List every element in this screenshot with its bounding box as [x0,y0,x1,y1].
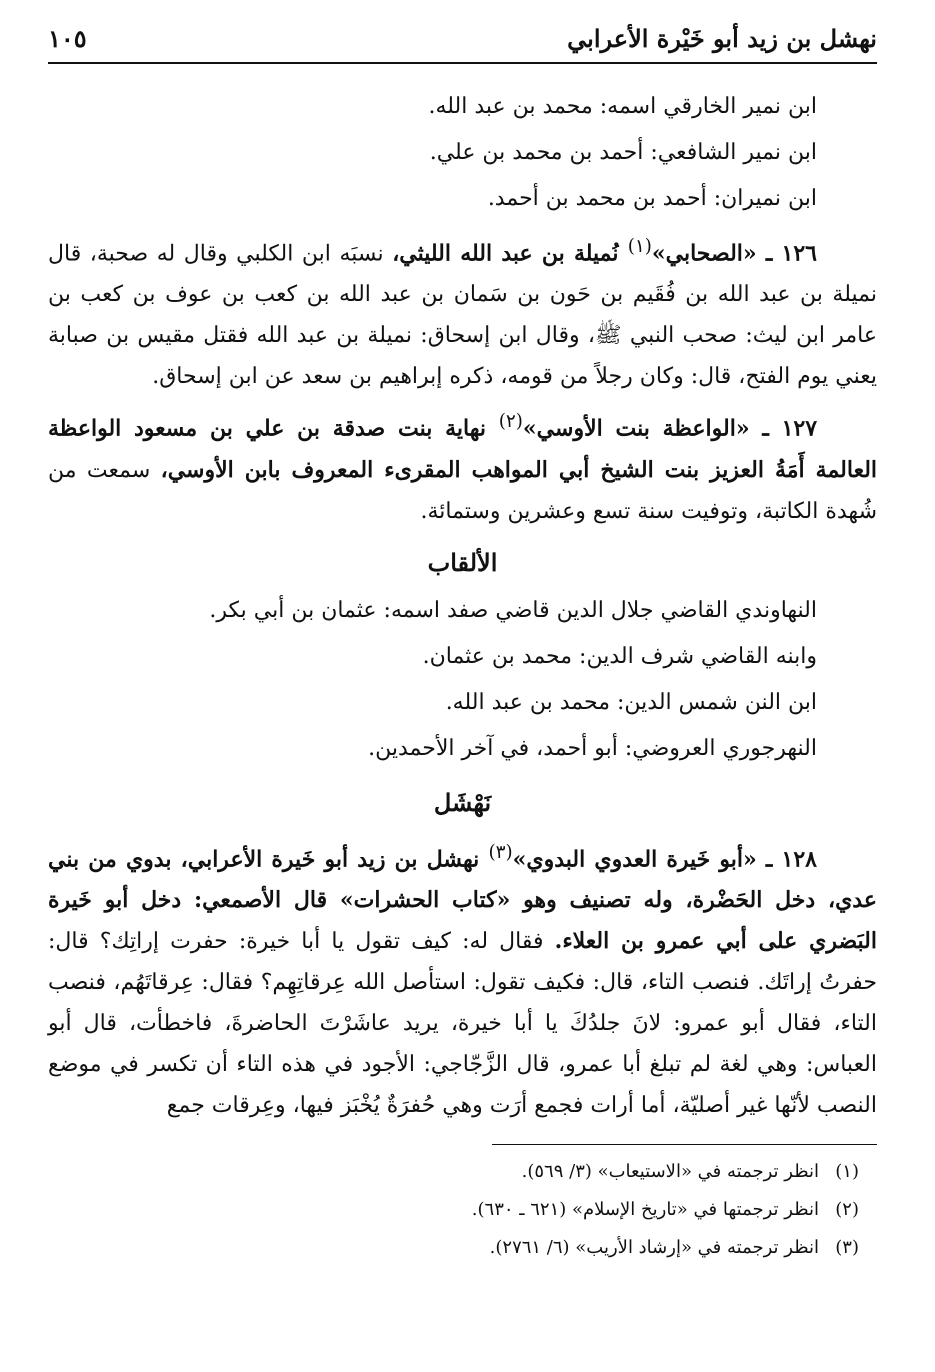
footnote [48,1229,877,1267]
entry-heading: ١٢٧ ـ «الواعظة بنت الأوسي» [522,415,818,442]
footnote-number: (٢) [835,1198,859,1220]
footnote-ref: (٢) [498,411,523,433]
biography-127 [48,401,877,531]
footnote-text: انظر ترجمته في «إرشاد الأريب» (٦/ ٢٧٦١). [489,1236,819,1258]
entry-name: نُميلة بن عبد الله الليثي، [392,240,628,267]
entry-line: ابن نميران: أحمد بن محمد بن أحمد. [487,186,817,211]
section-heading-nahshal: نَهْشَل [433,787,492,817]
entry-text: نسبَه ابن الكلبي وقال له صحبة، قال نميلة بن عبد الله بن فُقَيم بن حَون بن سَمان بن عبد الله بن كعب بن عوف بن كعب بن عامر ابن ليث: صحب النبي ﷺ، وقال ابن إسحاق: نميلة بن عبد الله فقتل مقيس بن صبابة يعني يوم الفتح، قال: وكان رجلاً من قومه، ذكره إبراهيم بن سعد عن ابن إسحاق. [48,241,877,390]
entry-line: النهاوندي القاضي جلال الدين قاضي صفد اسمه: عثمان بن أبي بكر. [209,597,817,623]
header-rule [48,62,877,64]
biography-128 [48,832,877,1126]
entry-text: سمعت من شُهدة الكاتبة، وتوفيت سنة تسع وعشرين وستمائة. [48,457,877,524]
entry-name: نهشل بن زيد أبو خَيرة الأعرابي، بدوي من بني عدي، دخل الحَضْرة، وله تصنيف وهو «كتاب الحشرات» قال الأصمعي: دخل أبو خَيرة البَضري على أبي عمرو بن العلاء. [48,845,877,954]
footnote-text: انظر ترجمته في «الاستيعاب» (٣/ ٥٦٩). [521,1160,819,1182]
footnote-number: (٣) [835,1236,859,1258]
footnote-ref: (٣) [488,841,513,863]
page-body [48,84,877,1267]
entry-heading: ١٢٦ ـ «الصحابي» [651,240,817,267]
running-title: نهشل بن زيد أبو خَيْرة الأعرابي [567,24,877,53]
footnote [48,1191,877,1229]
footnote-text: انظر ترجمتها في «تاريخ الإسلام» (٦٢١ ـ ٦٣٠). [471,1198,819,1220]
page-number: ١٠٥ [48,24,87,53]
footnote-rule [492,1144,877,1145]
footnote-number: (١) [835,1160,859,1182]
entry-line: ابن نمير الشافعي: أحمد بن محمد بن علي. [429,140,817,165]
running-head [48,22,877,56]
entry-heading: ١٢٨ ـ «أبو خَيرة العدوي البدوي» [512,845,817,872]
footnotes [48,1153,877,1267]
book-page [48,22,877,1267]
entry-name: نهاية بنت صدقة بن علي بن مسعود الواعظة العالمة أَمَةُ العزيز بنت الشيخ أبي المواهب المقرىء المعروف بابن الأوسي، [48,415,878,483]
footnote [48,1153,877,1191]
entry-line: النهرجوري العروضي: أبو أحمد، في آخر الأحمدين. [368,735,817,761]
section-heading-alqab: الألقاب [427,547,498,577]
entry-line: ابن النن شمس الدين: محمد بن عبد الله. [445,689,817,715]
entry-line: ابن نمير الخارقي اسمه: محمد بن عبد الله. [428,94,817,119]
entry-text: فقال له: كيف تقول يا أبا خيرة: حفرت إراتِك؟ قال: حفرتُ إراتَك. فنصب التاء، قال: فكيف تقول: استأصل الله عِرقاتِهِم؟ فقال: عِرقاتَهُم، فنصب التاء، فقال أبو عمرو: لانَ جلدُكَ يا أبا خيرة، يريد عاشَرْتَ الحاضرةَ، فاخطأت، قال أبو العباس: وهي لغة لم تبلغ أبا عمرو، قال الزَّجّاجي: الأجود في هذه التاء أن تكسر في موضع النصب لأنّها غير أصليّة، أما أرات فجمع أرَت وهي حُفرَةٌ يُخْبَز فيها، وعِرقات جمع [48,928,877,1118]
entry-line: وابنه القاضي شرف الدين: محمد بن عثمان. [422,643,817,669]
biography-126 [48,226,877,397]
footnote-ref: (١) [627,236,652,257]
